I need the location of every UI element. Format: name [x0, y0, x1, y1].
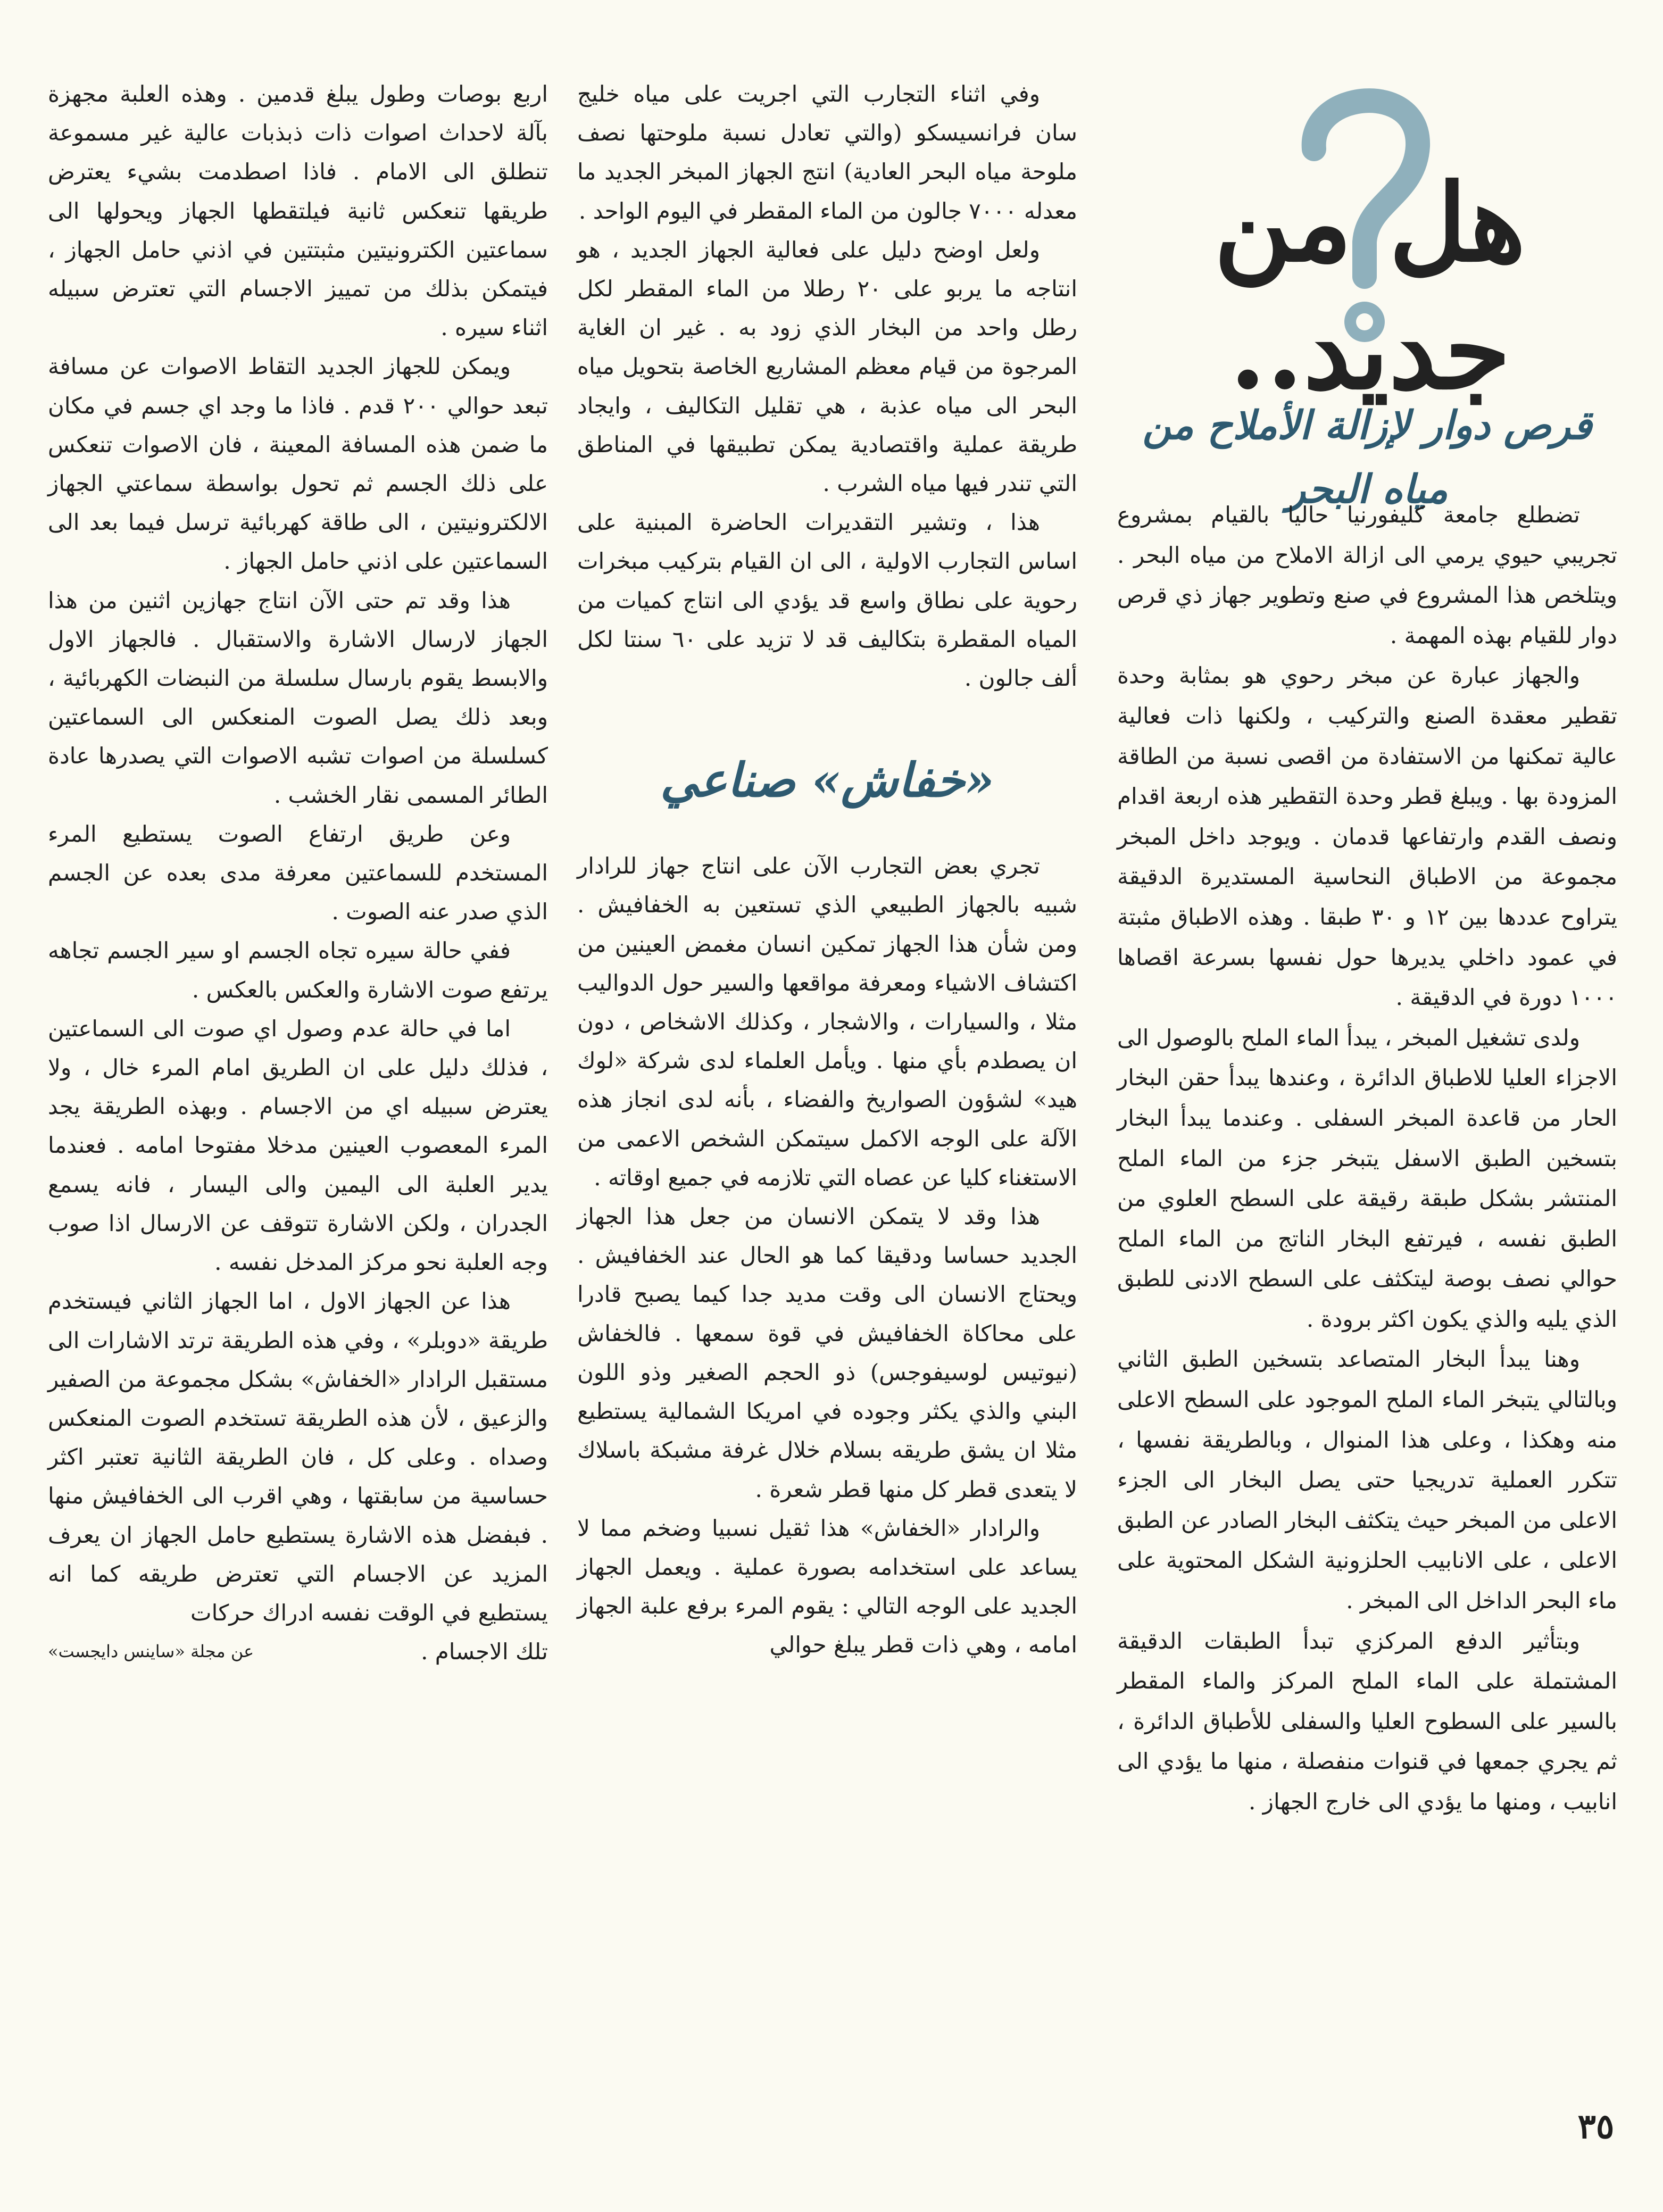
paragraph: وفي اثناء التجارب التي اجريت على مياه خليج سان فرانسيسكو (والتي تعادل نسبة ملوحتها نصف ملوحة مياه البحر العادية) انتج الجهاز المبخر الجديد ما معدله ٧٠٠٠ جالون من الماء المقطر في اليوم الواحد .: [577, 81, 1077, 224]
paragraph: ويمكن للجهاز الجديد التقاط الاصوات عن مسافة تبعد حوالي ٢٠٠ قدم . فاذا ما وجد اي جسم في مكان ما ضمن هذه المسافة المعينة ، فان الاصوات تنعكس على ذلك الجسم ثم تحول بواسطة سماعتي الجهاز الالكترونيتين ، الى طاقة كهربائية ترسل فيما بعد الى السماعتين على اذني حامل الجهاز .: [48, 353, 548, 575]
page-title: هل من جديد..: [1214, 161, 1526, 413]
column-right: [1117, 495, 1617, 1822]
paragraph: اما في حالة عدم وصول اي صوت الى السماعتين ، فذلك دليل على ان الطريق امام المرء خال ، ولا يعترض سبيله اي من الاجسام . وبهذه الطريقة يجد المرء المعصوب العينين مدخلا مفتوحا امامه . فعندما يدير العلبة الى اليمين والى اليسار ، فانه يسمع الجدران ، ولكن الاشارة تتوقف عن الارسال اذا صوب وجه العلبة نحو مركز المدخل نفسه .: [48, 1015, 548, 1276]
paragraph: وهنا يبدأ البخار المتصاعد بتسخين الطبق الثاني وبالتالي يتبخر الماء الملح الموجود على السطح الاعلى منه وهكذا ، وعلى هذا المنوال ، وبالطريقة نفسها ، تتكرر العملية تدريجيا حتى يصل البخار الى الجزء الاعلى من المبخر حيث يتكثف البخار الصادر عن الطبق الاعلى ، على الانابيب الحلزونية الشكل المحتوية على ماء البحر الداخل الى المبخر .: [1117, 1346, 1617, 1614]
paragraph: هذا وقد تم حتى الآن انتاج جهازين اثنين من هذا الجهاز لارسال الاشارة والاستقبال . فالجهاز الاول والابسط يقوم بارسال سلسلة من النبضات الكهربائية ، وبعد ذلك يصل الصوت المنعكس الى السماعتين كسلسلة من اصوات تشبه الاصوات التي يصدرها عادة الطائر المسمى نقار الخشب .: [48, 587, 548, 808]
paragraph: والرادار «الخفاش» هذا ثقيل نسبيا وضخم مما لا يساعد على استخدامه بصورة عملية . ويعمل الجهاز الجديد على الوجه التالي : يقوم المرء برفع علبة الجهاز امامه ، وهي ذات قطر يبلغ حوالي: [577, 1515, 1077, 1658]
paragraph: ولدى تشغيل المبخر ، يبدأ الماء الملح بالوصول الى الاجزاء العليا للاطباق الدائرة ، وعندها يبدأ حقن البخار الحار من قاعدة المبخر السفلى . وعندما يبدأ البخار بتسخين الطبق الاسفل يتبخر جزء من الماء الملح المنتشر بشكل طبقة رقيقة على السطح العلوي من الطبق نفسه ، فيرتفع البخار الناتج من الماء الملح حوالي نصف بوصة ليتكثف على السطح الادنى للطبق الذي يليه والذي يكون اكثر برودة .: [1117, 1024, 1617, 1332]
column-left: [48, 74, 548, 1671]
last-line-text: تلك الاجسام .: [421, 1639, 548, 1665]
title-block: [1101, 59, 1639, 413]
page-number: ٣٥: [1577, 2107, 1615, 2147]
closing-line: [48, 1632, 548, 1671]
article2-heading: «خفاش» صناعي: [660, 752, 994, 808]
article1-heading: قرص دوار لإزالة الأملاح من مياه البحر: [1142, 403, 1592, 512]
paragraph: تجري بعض التجارب الآن على انتاج جهاز للرادار شبيه بالجهاز الطبيعي الذي تستعين به الخفافيش . ومن شأن هذا الجهاز تمكين انسان مغمض العينين من اكتشاف الاشياء ومعرفة مواقعها والسير حول الدواليب مثلا ، والسيارات ، والاشجار ، وكذلك الاشخاص ، دون ان يصطدم بأي منها . ويأمل العلماء لدى شركة «لوك هيد» لشؤون الصواريخ والفضاء ، بأنه لدى انجاز هذه الآلة على الوجه الاكمل سيتمكن الشخص الاعمى من الاستغناء كليا عن عصاه التي تلازمه في جميع اوقاته .: [577, 853, 1077, 1191]
paragraph: تضطلع جامعة كليفورنيا حاليا بالقيام بمشروع تجريبي حيوي يرمي الى ازالة الاملاح من مياه البحر . ويتلخص هذا المشروع في صنع وتطوير جهاز ذي قرص دوار للقيام بهذه المهمة .: [1117, 502, 1617, 648]
paragraph: والجهاز عبارة عن مبخر رحوي هو بمثابة وحدة تقطير معقدة الصنع والتركيب ، ولكنها ذات فعالية عالية تمكنها من الاستفادة من اقصى نسبة من الطاقة المزودة بها . ويبلغ قطر وحدة التقطير هذه اربعة اقدام ونصف القدم وارتفاعها قدمان . ويوجد داخل المبخر مجموعة من الاطباق النحاسية المستديرة الدقيقة يتراوح عددها بين ١٢ و ٣٠ طبقا . وهذه الاطباق مثبتة في عمود داخلي يديرها حول نفسها بسرعة اقصاها ١٠٠٠ دورة في الدقيقة .: [1117, 662, 1618, 1011]
paragraph: ولعل اوضح دليل على فعالية الجهاز الجديد ، هو انتاجه ما يربو على ٢٠ رطلا من الماء المقطر لكل رطل واحد من البخار الذي زود به . غير ان الغاية المرجوة من قيام معظم المشاريع الخاصة بتحويل مياه البحر الى مياه عذبة ، هي تقليل التكاليف ، وايجاد طريقة عملية واقتصادية يمكن تطبيقها في المناطق التي تندر فيها مياه الشرب .: [577, 236, 1077, 497]
source-credit: عن مجلة «ساينس دايجست»: [48, 1641, 254, 1662]
paragraph: اربع بوصات وطول يبلغ قدمين . وهذه العلبة مجهزة بآلة لاحداث اصوات ذات ذبذبات عالية غير مسموعة تنطلق الى الامام . فاذا اصطدمت بشيء يعترض طريقها تنعكس ثانية فيلتقطها الجهاز ويحولها الى سماعتين الكترونيتين مثبتتين في اذني حامل الجهاز ، فيتمكن بذلك من تمييز الاجسام التي تعترض سبيله اثناء سيره .: [48, 81, 548, 341]
paragraph: وبتأثير الدفع المركزي تبدأ الطبقات الدقيقة المشتملة على الماء الملح المركز والماء المقطر بالسير على السطوح العليا والسفلى للأطباق الدائرة ، ثم يجري جمعها في قنوات منفصلة ، منها ما يؤدي الى انابيب ، ومنها ما يؤدي الى خارج الجهاز .: [1117, 1627, 1617, 1815]
paragraph: هذا عن الجهاز الاول ، اما الجهاز الثاني فيستخدم طريقة «دوبلر» ، وفي هذه الطريقة ترتد الاشارات الى مستقبل الرادار «الخفاش» بشكل مجموعة من الصفير والزعيق ، لأن هذه الطريقة تستخدم الصوت المنعكس وصداه . وعلى كل ، فان الطريقة الثانية تعتبر اكثر حساسية من سابقتها ، وهي اقرب الى الخفافيش منها . فبفضل هذه الاشارة يستطيع حامل الجهاز ان يعرف المزيد عن الاجسام التي تعترض طريقه كما انه يستطيع في الوقت نفسه ادراك حركات: [48, 1288, 548, 1626]
paragraph: وعن طريق ارتفاع الصوت يستطيع المرء المستخدم للسماعتين معرفة مدى بعده عن الجسم الذي صدر عنه الصوت .: [48, 820, 548, 925]
paragraph: هذا ، وتشير التقديرات الحاضرة المبنية على اساس التجارب الاولية ، الى ان القيام بتركيب مبخرات رحوية على نطاق واسع قد يؤدي الى انتاج كميات من المياه المقطرة بتكاليف قد لا تزيد على ٦٠ سنتا لكل ألف جالون .: [577, 509, 1077, 692]
paragraph: هذا وقد لا يتمكن الانسان من جعل هذا الجهاز الجديد حساسا ودقيقا كما هو الحال عند الخفافيش . ويحتاج الانسان الى وقت مديد جدا كيما يصبح قادرا على محاكاة الخفافيش في قوة سمعها . فالخفاش (نيوتيس لوسيفوجس) ذو الحجم الصغير وذو اللون البني والذي يكثر وجوده في امريكا الشمالية يستطيع مثلا ان يشق طريقه بسلام خلال غرفة مشبكة باسلاك لا يتعدى قطر كل منها قطر شعرة .: [577, 1203, 1077, 1502]
column-middle: [577, 74, 1077, 1665]
paragraph: ففي حالة سيره تجاه الجسم او سير الجسم تجاهه يرتفع صوت الاشارة والعكس بالعكس .: [48, 937, 548, 1003]
